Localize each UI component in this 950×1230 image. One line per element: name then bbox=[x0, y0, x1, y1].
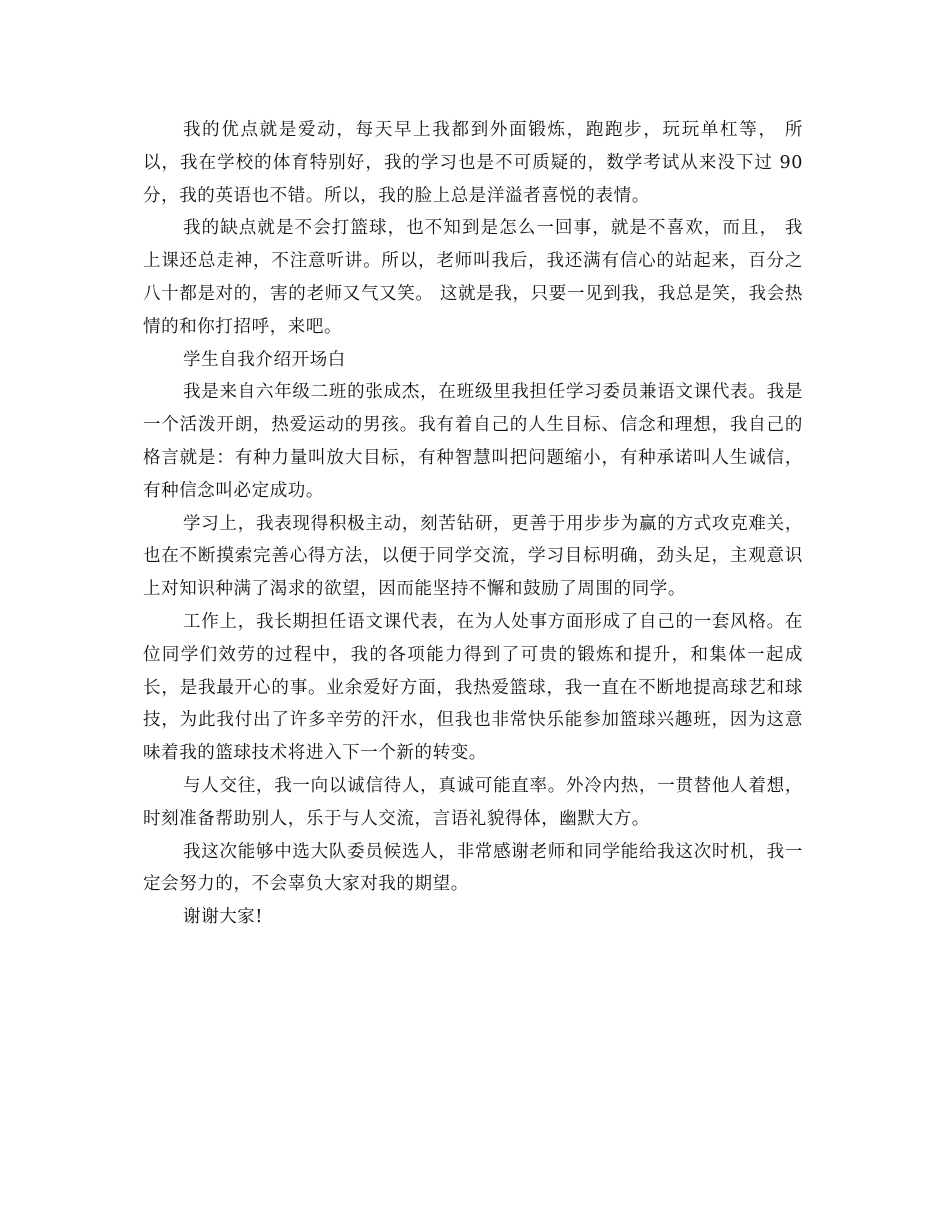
section-title: 学生自我介绍开场白 bbox=[183, 349, 346, 370]
document-body bbox=[143, 114, 803, 934]
paragraph-work: 工作上，我长期担任语文课代表，在为人处事方面形成了自己的一套风格。在位同学们效劳的过程中，我的各项能力得到了可贵的锻炼和提升，和集体一起成长，是我最开心的事。业余爱好方面，我热爱篮球，我一直在不断地提高球艺和球技，为此我付出了许多辛劳的汗水，但我也非常快乐能参加篮球兴趣班，因为这意味着我的篮球技术将进入下一个新的转变。 bbox=[143, 611, 803, 764]
paragraph-weaknesses: 我的缺点就是不会打篮球，也不知到是怎么一回事，就是不喜欢，而且， 我上课还总走神，不注意听讲。所以，老师叫我后，我还满有信心的站起来，百分之八十都是对的，害的老师又气又笑。 这就是我，只要一见到我，我总是笑，我会热情的和你打招呼，来吧。 bbox=[143, 218, 803, 337]
paragraph-introduction: 我是来自六年级二班的张成杰，在班级里我担任学习委员兼语文课代表。我是一个活泼开朗，热爱运动的男孩。我有着自己的人生目标、信念和理想，我自己的格言就是：有种力量叫放大目标，有种智慧叫把问题缩小，有种承诺叫人生诚信，有种信念叫必定成功。 bbox=[143, 382, 803, 501]
paragraph-candidacy: 我这次能够中选大队委员候选人，非常感谢老师和同学能给我这次时机，我一定会努力的，不会辜负大家对我的期望。 bbox=[143, 841, 803, 895]
paragraph-study: 学习上，我表现得积极主动，刻苦钻研，更善于用步步为赢的方式攻克难关，也在不断摸索完善心得方法，以便于同学交流，学习目标明确，劲头足，主观意识上对知识种满了渴求的欲望，因而能坚持不懈和鼓励了周围的同学。 bbox=[143, 513, 803, 600]
paragraph-thanks: 谢谢大家! bbox=[183, 907, 264, 928]
paragraph-strengths: 我的优点就是爱动，每天早上我都到外面锻炼，跑跑步，玩玩单杠等， 所以，我在学校的体育特别好，我的学习也是不可质疑的，数学考试从来没下过 90 分，我的英语也不错。所以，我的脸上总是洋溢者喜悦的表情。 bbox=[143, 120, 803, 206]
paragraph-relationships: 与人交往，我一向以诚信待人，真诚可能直率。外冷内热，一贯替他人着想，时刻准备帮助别人，乐于与人交流，言语礼貌得体，幽默大方。 bbox=[143, 775, 803, 829]
